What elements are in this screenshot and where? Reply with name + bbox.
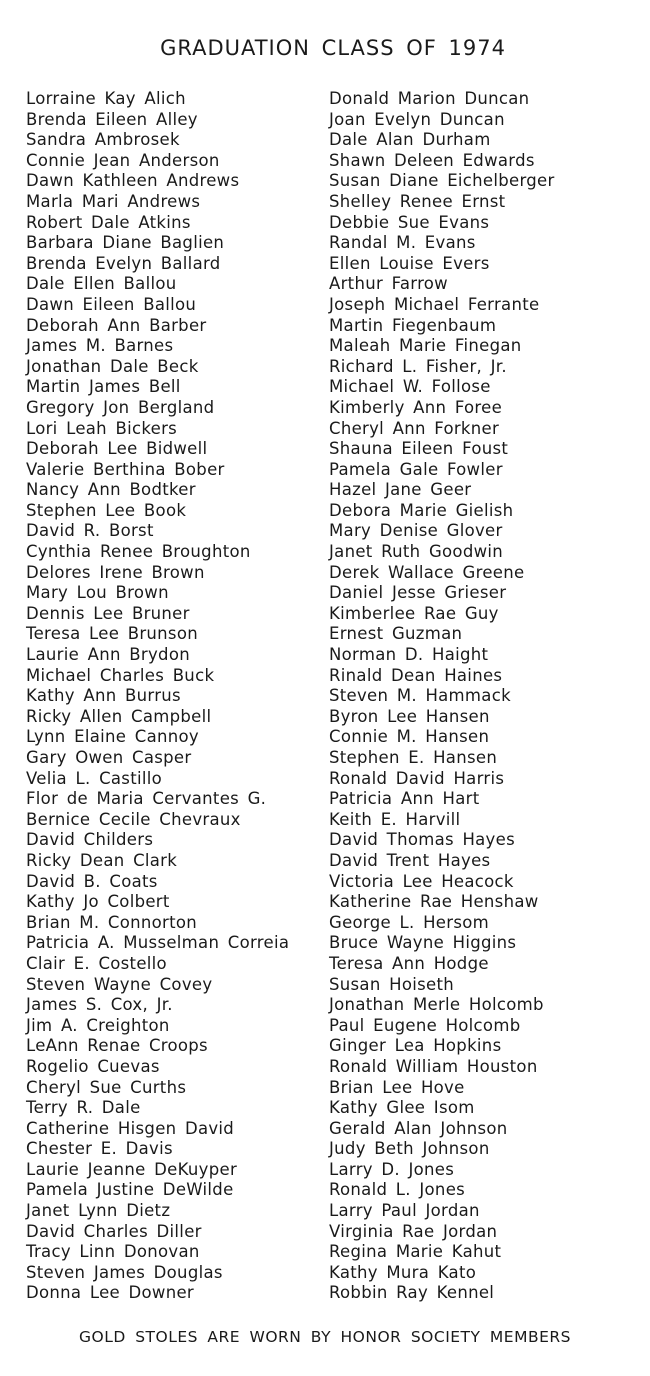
graduate-name: Martin James Bell bbox=[26, 377, 181, 397]
graduate-name: Flor de Maria Cervantes G. bbox=[26, 789, 267, 809]
graduate-name: Deborah Lee Bidwell bbox=[26, 439, 208, 459]
graduate-name: Michael W. Follose bbox=[329, 377, 491, 397]
graduate-name: Velia L. Castillo bbox=[26, 768, 163, 788]
graduate-name: Gary Owen Casper bbox=[26, 748, 192, 767]
graduate-name: David B. Coats bbox=[26, 871, 158, 891]
graduate-name: Rinald Dean Haines bbox=[329, 665, 503, 685]
page-title: GRADUATION CLASS OF 1974 bbox=[160, 36, 506, 60]
graduate-name: Patricia A. Musselman Correia bbox=[26, 933, 290, 953]
graduate-name: Janet Lynn Dietz bbox=[26, 1201, 171, 1221]
honor-society-note: GOLD STOLES ARE WORN BY HONOR SOCIETY MEMBERS bbox=[78, 1328, 571, 1346]
graduate-name: David R. Borst bbox=[26, 521, 154, 541]
graduate-name: Donna Lee Downer bbox=[26, 1283, 195, 1303]
graduate-name: Dale Alan Durham bbox=[329, 130, 491, 150]
graduate-name: Robert Dale Atkins bbox=[26, 212, 191, 232]
graduate-name: Judy Beth Johnson bbox=[329, 1139, 490, 1159]
graduate-name: Paul Eugene Holcomb bbox=[329, 1015, 521, 1035]
graduate-name: Daniel Jesse Grieser bbox=[329, 583, 507, 603]
graduate-name: David Thomas Hayes bbox=[329, 830, 515, 850]
graduate-name: Kathy Glee Isom bbox=[329, 1098, 475, 1118]
graduate-name: Jonathan Dale Beck bbox=[26, 356, 199, 376]
graduate-name: Susan Diane Eichelberger bbox=[329, 171, 555, 191]
graduate-name: Lynn Elaine Cannoy bbox=[26, 727, 199, 747]
graduate-name: Brenda Eileen Alley bbox=[26, 109, 198, 129]
graduate-name: Rogelio Cuevas bbox=[26, 1056, 160, 1076]
graduate-list-left-column bbox=[26, 89, 316, 1304]
graduate-name: Virginia Rae Jordan bbox=[329, 1221, 498, 1241]
graduate-name: Hazel Jane Geer bbox=[329, 480, 472, 500]
graduate-name: Donald Marion Duncan bbox=[329, 89, 530, 108]
graduate-name: Connie M. Hansen bbox=[329, 727, 490, 747]
graduate-name: Steven M. Hammack bbox=[329, 686, 511, 706]
graduate-name: Marla Mari Andrews bbox=[26, 191, 201, 211]
graduate-name: Deborah Ann Barber bbox=[26, 315, 207, 335]
graduate-name: Nancy Ann Bodtker bbox=[26, 480, 196, 500]
graduate-name: Ricky Dean Clark bbox=[26, 850, 178, 870]
graduate-name: Ricky Allen Campbell bbox=[26, 706, 212, 726]
graduate-name: Connie Jean Anderson bbox=[26, 150, 220, 170]
graduate-name: Cheryl Ann Forkner bbox=[329, 418, 500, 438]
graduate-name: Maleah Marie Finegan bbox=[329, 336, 522, 356]
graduate-name: Kathy Mura Kato bbox=[329, 1262, 477, 1282]
graduate-name: Robbin Ray Kennel bbox=[329, 1283, 495, 1303]
graduate-name: Richard L. Fisher, Jr. bbox=[329, 356, 507, 376]
graduate-name: Norman D. Haight bbox=[329, 645, 489, 665]
graduate-name: Janet Ruth Goodwin bbox=[329, 542, 504, 562]
graduate-name: Mary Denise Glover bbox=[329, 521, 503, 541]
graduate-name: Barbara Diane Baglien bbox=[26, 233, 225, 253]
graduate-name: Ellen Louise Evers bbox=[329, 253, 490, 273]
graduate-name: Larry D. Jones bbox=[329, 1159, 455, 1179]
graduate-name: Brian M. Connorton bbox=[26, 912, 198, 932]
graduate-name: Delores Irene Brown bbox=[26, 562, 205, 582]
graduate-name: Teresa Ann Hodge bbox=[329, 953, 489, 973]
graduate-name: Cheryl Sue Curths bbox=[26, 1077, 187, 1097]
graduate-name: Steven James Douglas bbox=[26, 1262, 223, 1282]
graduate-name: Kathy Jo Colbert bbox=[26, 892, 170, 912]
graduate-name: David Trent Hayes bbox=[329, 850, 491, 870]
graduate-name: Gerald Alan Johnson bbox=[329, 1118, 508, 1138]
graduate-name: Byron Lee Hansen bbox=[329, 706, 490, 726]
graduate-name: Larry Paul Jordan bbox=[329, 1201, 480, 1221]
graduate-name: Victoria Lee Heacock bbox=[329, 871, 514, 891]
graduate-name: Ginger Lea Hopkins bbox=[329, 1036, 502, 1056]
graduate-name: Shauna Eileen Foust bbox=[329, 439, 509, 459]
graduate-name: Jonathan Merle Holcomb bbox=[329, 995, 544, 1015]
graduate-name: Clair E. Costello bbox=[26, 953, 167, 973]
graduate-name: Dale Ellen Ballou bbox=[26, 274, 177, 294]
graduate-name: Dennis Lee Bruner bbox=[26, 603, 190, 623]
graduate-name: Jim A. Creighton bbox=[26, 1015, 170, 1035]
graduate-name: Laurie Ann Brydon bbox=[26, 645, 190, 665]
graduate-name: Steven Wayne Covey bbox=[26, 974, 213, 994]
graduate-name: Brian Lee Hove bbox=[329, 1077, 465, 1097]
graduate-name: Cynthia Renee Broughton bbox=[26, 542, 251, 562]
graduate-name: Patricia Ann Hart bbox=[329, 789, 480, 809]
graduate-name: Dawn Eileen Ballou bbox=[26, 294, 197, 314]
graduate-name: Stephen E. Hansen bbox=[329, 748, 498, 767]
graduate-name: Derek Wallace Greene bbox=[329, 562, 525, 582]
graduate-name: Mary Lou Brown bbox=[26, 583, 169, 603]
graduate-name: Joan Evelyn Duncan bbox=[329, 109, 505, 129]
graduate-name: Katherine Rae Henshaw bbox=[329, 892, 539, 912]
graduate-name: Kimberlee Rae Guy bbox=[329, 603, 499, 623]
graduate-name: Chester E. Davis bbox=[26, 1139, 173, 1159]
graduate-name: Michael Charles Buck bbox=[26, 665, 215, 685]
graduate-name: Ernest Guzman bbox=[329, 624, 463, 644]
graduate-name: Keith E. Harvill bbox=[329, 809, 461, 829]
graduate-name: Martin Fiegenbaum bbox=[329, 315, 497, 335]
graduate-name: Ronald David Harris bbox=[329, 768, 505, 788]
graduate-name: Dawn Kathleen Andrews bbox=[26, 171, 240, 191]
graduate-name: Regina Marie Kahut bbox=[329, 1242, 502, 1262]
graduate-name: James S. Cox, Jr. bbox=[26, 995, 173, 1015]
graduate-name: Ronald William Houston bbox=[329, 1056, 538, 1076]
graduate-name: Kimberly Ann Foree bbox=[329, 397, 503, 417]
graduate-name: LeAnn Renae Croops bbox=[26, 1036, 208, 1056]
graduate-name: Lorraine Kay Alich bbox=[26, 89, 186, 108]
graduate-name: Terry R. Dale bbox=[26, 1098, 141, 1118]
graduate-name: Pamela Gale Fowler bbox=[329, 459, 503, 479]
graduate-name: Arthur Farrow bbox=[329, 274, 448, 294]
graduate-name: Kathy Ann Burrus bbox=[26, 686, 181, 706]
graduate-name: Shawn Deleen Edwards bbox=[329, 150, 535, 170]
graduate-name: David Childers bbox=[26, 830, 154, 850]
graduate-name: Gregory Jon Bergland bbox=[26, 397, 215, 417]
graduate-name: David Charles Diller bbox=[26, 1221, 202, 1241]
graduate-name: Debora Marie Gielish bbox=[329, 500, 514, 520]
graduate-name: James M. Barnes bbox=[26, 336, 174, 356]
graduate-name: Bernice Cecile Chevraux bbox=[26, 809, 241, 829]
graduate-name: Valerie Berthina Bober bbox=[26, 459, 225, 479]
graduate-name: Susan Hoiseth bbox=[329, 974, 455, 994]
graduate-name: Stephen Lee Book bbox=[26, 500, 187, 520]
graduate-name: Debbie Sue Evans bbox=[329, 212, 490, 232]
graduate-list-right-column bbox=[329, 89, 629, 1304]
graduate-name: Shelley Renee Ernst bbox=[329, 191, 506, 211]
graduate-name: Catherine Hisgen David bbox=[26, 1118, 235, 1138]
graduate-name: Brenda Evelyn Ballard bbox=[26, 253, 221, 273]
graduate-name: Bruce Wayne Higgins bbox=[329, 933, 517, 953]
graduate-name: Randal M. Evans bbox=[329, 233, 476, 253]
graduate-name: Teresa Lee Brunson bbox=[26, 624, 198, 644]
graduate-name: Lori Leah Bickers bbox=[26, 418, 178, 438]
graduate-name: George L. Hersom bbox=[329, 912, 489, 932]
graduate-name: Pamela Justine DeWilde bbox=[26, 1180, 234, 1200]
graduate-name: Ronald L. Jones bbox=[329, 1180, 466, 1200]
graduate-name: Sandra Ambrosek bbox=[26, 130, 180, 150]
graduate-name: Tracy Linn Donovan bbox=[26, 1242, 200, 1262]
graduate-name: Joseph Michael Ferrante bbox=[329, 294, 540, 314]
graduate-name: Laurie Jeanne DeKuyper bbox=[26, 1159, 238, 1179]
